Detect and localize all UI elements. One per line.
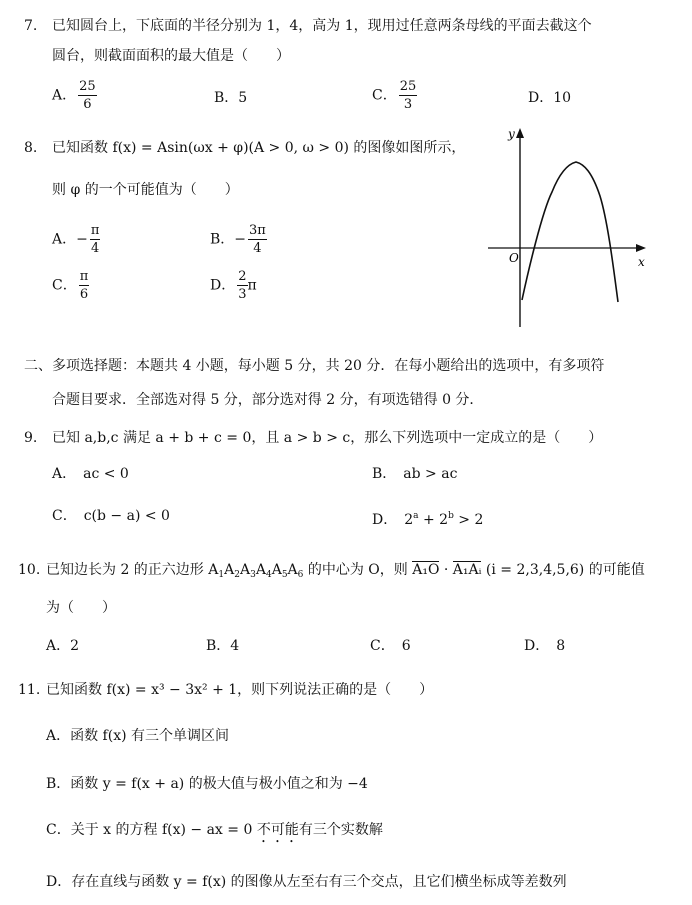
section2-heading-line2: 合题目要求．全部选对得 5 分，部分选对得 2 分，有项选错得 0 分． [52,392,484,408]
graph-y-arrow [516,128,524,138]
graph-x-label: x [638,255,645,269]
graph-y-label: y [508,127,515,141]
q10-number: 10. [18,562,41,578]
q8-option-b: B．− $\frac{3\pi}{4}$ [210,223,266,256]
q7-stem-line1: 已知圆台上，下底面的半径分别为 1，4，高为 1，现用过任意两条母线的平面去截这个 [52,18,592,34]
q11-option-a: A．函数 f(x) 有三个单调区间 [46,728,230,744]
q7-number: 7. [24,18,38,34]
q10-option-b: B．4 [206,638,240,654]
q10-stem-line1: 已知边长为 2 的正六边形 $A_1A_2A_3A_4A_5A_6$ 的中心为 O，则 A₁O · A₁Aᵢ (i = 2,3,4,5,6) 的可能值 [46,562,645,580]
q9-option-a: A． ac < 0 [52,466,129,482]
q10-option-d: D． 8 [524,638,566,654]
q9-option-d: D． $2^a + 2^b > 2$ [372,511,484,528]
q7-option-d: D．10 [528,90,572,106]
q8-stem-line2: 则 φ 的一个可能值为（ ） [52,182,239,198]
q8-stem-line1: 已知函数 f(x) = Asin(ωx + φ)(A > 0, ω > 0) 的图像如图所示， [52,140,466,156]
q8-sine-graph [480,122,660,334]
q9-option-b: B． ab > ac [372,466,458,482]
q9-option-c: C． c(b − a) < 0 [52,508,170,524]
q9-number: 9. [24,430,38,446]
section2-heading-line1: 二、多项选择题：本题共 4 小题，每小题 5 分，共 20 分．在每小题给出的选项中，有多项符 [24,358,605,374]
graph-origin-label: O [509,251,519,265]
q11-option-c: C．关于 x 的方程 f(x) − ax = 0 不可能有三个实数解 [46,822,383,838]
q11-stem: 已知函数 f(x) = x³ − 3x² + 1，则下列说法正确的是（ ） [46,682,434,698]
q8-option-c: C． $\frac{\pi}{6}$ [52,269,89,302]
q10-option-c: C． 6 [370,638,411,654]
q7-option-a: A． $\frac{25}{6}$ [52,79,96,112]
graph-x-arrow [636,244,646,252]
graph-curve [522,162,618,302]
q7-option-c: C． $\frac{25}{3}$ [372,79,417,112]
q7-stem-line2: 圆台，则截面面积的最大值是（ ） [52,48,290,64]
q8-option-a: A．− $\frac{\pi}{4}$ [52,223,100,256]
q7-option-b: B．5 [214,90,248,106]
q10-stem-line2: 为（ ） [46,600,116,616]
q9-stem: 已知 a,b,c 满足 a + b + c = 0，且 a > b > c，那么下列选项中一定成立的是（ ） [52,430,603,446]
q8-number: 8. [24,140,38,156]
q8-option-d: D． $\frac{2}{3}$ π [210,269,257,302]
q11-option-d: D．存在直线与函数 y = f(x) 的图像从左至右有三个交点，且它们横坐标成等差数列 [46,874,567,890]
q11-number: 11. [18,682,41,698]
q11-option-b: B．函数 y = f(x + a) 的极大值与极小值之和为 −4 [46,776,368,792]
q10-option-a: A．2 [46,638,80,654]
